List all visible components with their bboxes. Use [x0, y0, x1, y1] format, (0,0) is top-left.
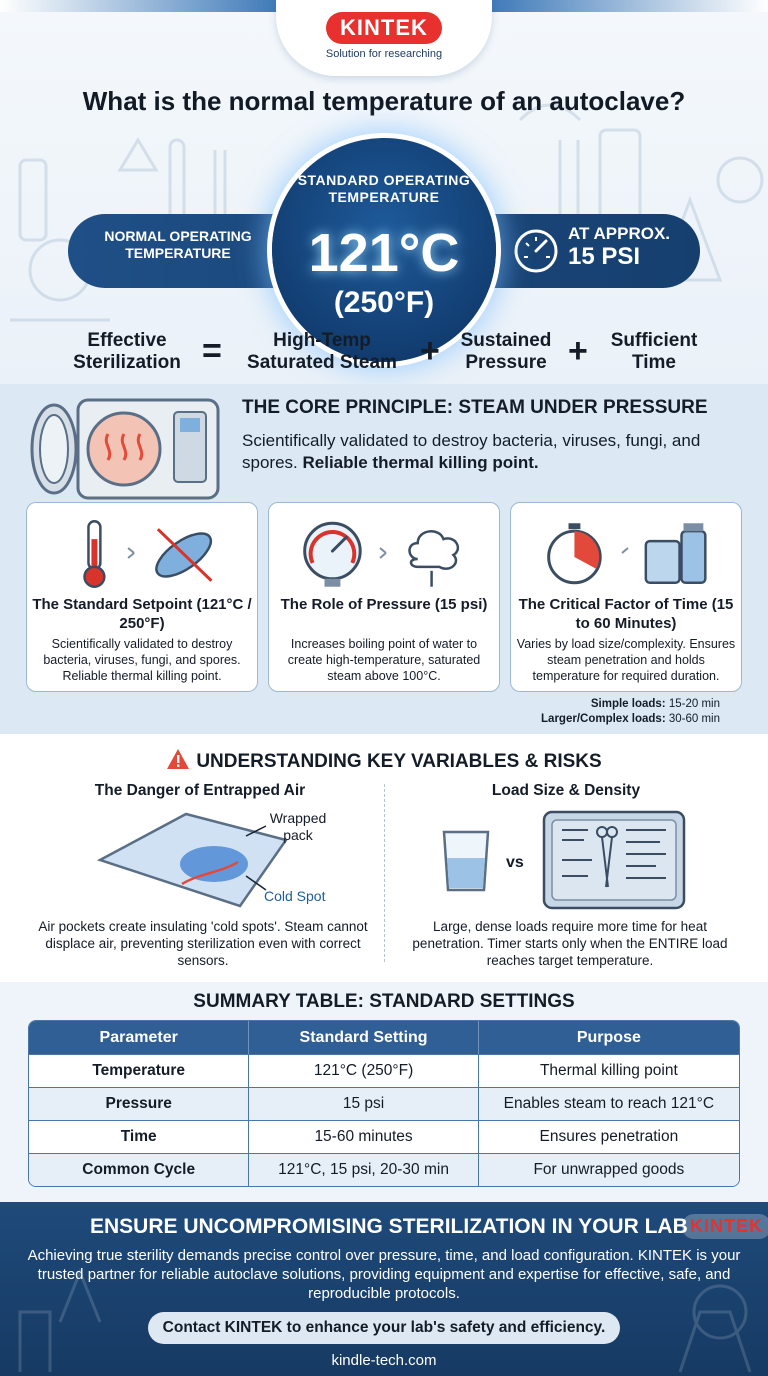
page-title: What is the normal temperature of an autoclave?: [82, 86, 686, 116]
table-cell: Pressure: [105, 1095, 172, 1112]
table-cell: Ensures penetration: [478, 1121, 739, 1153]
card-role-of-pressure: [268, 502, 500, 692]
core-body-bold: Reliable thermal killing point.: [302, 453, 539, 472]
table-header-cell: Parameter: [99, 1028, 178, 1046]
logo-tagline: Solution for researching: [325, 48, 443, 60]
table-header-row: [29, 1021, 739, 1054]
standard-temp-celsius: 121°C: [308, 223, 460, 283]
standard-temp-fahrenheit: (250°F): [333, 286, 435, 319]
pressure-readout: [568, 224, 670, 271]
entrapped-air-body: Air pockets create insulating 'cold spots'. Steam cannot displace air, preventing sterilization even with correct sensors.: [38, 919, 368, 968]
table-cell: Temperature: [92, 1062, 186, 1079]
load-complex: Larger/Complex loads: 30-60 min: [541, 713, 720, 725]
standard-temp-label: STANDARD OPERATING TEMPERATURE: [297, 172, 471, 205]
logo-header: [276, 0, 492, 76]
card-setpoint-title: The Standard Setpoint (121°C / 250°F): [32, 596, 252, 632]
contact-kintek-button[interactable]: Contact KINTEK to enhance your lab's safety and efficiency.: [148, 1312, 620, 1344]
table-cell: 121°C, 15 psi, 20-30 min: [248, 1154, 477, 1186]
warning-icon: [166, 748, 190, 770]
core-principle-body: [242, 430, 712, 474]
pressure-gauge-icon: [512, 227, 560, 275]
card-time-body: Varies by load size/complexity. Ensures steam penetration and holds temperature for required duration.: [516, 637, 736, 683]
card-setpoint-body: Scientifically validated to destroy bacteria, viruses, fungi, and spores. Reliable thermal killing point.: [43, 637, 241, 683]
top-accent-right: [468, 0, 768, 12]
hero-section: [0, 0, 768, 390]
load-size-body: Large, dense loads require more time for heat penetration. Timer starts only when the ENTIRE load reaches target temperature.: [412, 919, 728, 968]
risks-section: [0, 734, 768, 982]
sterilization-equation: [0, 330, 768, 380]
eq-term-steam: High-Temp Saturated Steam: [247, 330, 397, 373]
website-link[interactable]: kindle-tech.com: [331, 1352, 437, 1369]
normal-temp-label: NORMAL OPERATING TEMPERATURE: [104, 228, 252, 261]
settings-table: [28, 1020, 740, 1187]
approx-label: AT APPROX.: [568, 224, 671, 243]
table-header-cell: Purpose: [478, 1021, 739, 1054]
eq-plus-sign-1: +: [420, 332, 440, 370]
kintek-logo[interactable]: KINTEK: [326, 12, 442, 44]
load-durations: [541, 697, 720, 727]
thermometer-bacteria-icon: [27, 515, 257, 591]
top-accent-left: [0, 0, 300, 12]
cold-spot-label: Cold Spot: [264, 888, 326, 904]
core-principle-title: THE CORE PRINCIPLE: STEAM UNDER PRESSURE: [242, 397, 708, 418]
card-critical-time: [510, 502, 742, 692]
standard-temp-circle: [272, 138, 496, 362]
table-cell: Enables steam to reach 121°C: [478, 1088, 739, 1120]
table-row: [29, 1054, 739, 1087]
table-row: [29, 1120, 739, 1153]
eq-term-time: Sufficient Time: [610, 330, 698, 373]
column-divider: [384, 784, 385, 962]
table-cell: For unwrapped goods: [478, 1154, 739, 1186]
instrument-tray-icon: [542, 810, 686, 910]
load-simple: Simple loads: 15-20 min: [590, 698, 720, 710]
eq-equals-sign: =: [202, 332, 222, 370]
table-cell: 15 psi: [248, 1088, 477, 1120]
card-time-title: The Critical Factor of Time (15 to 60 Minutes): [518, 596, 734, 632]
footer-body: Achieving true sterility demands precise control over pressure, time, and load configuration. KINTEK is your trusted partner for reliable autoclave solutions, providing equipment and expertise for effective, safe, and reproducible protocols.: [27, 1247, 741, 1302]
psi-value: 15 PSI: [568, 243, 641, 270]
table-cell: Time: [120, 1128, 157, 1145]
wrapped-pack-label: Wrapped pack: [269, 810, 327, 843]
table-header-cell: Standard Setting: [248, 1021, 477, 1054]
summary-section: [0, 982, 768, 1202]
beaker-icon: [438, 828, 494, 894]
table-cell: 121°C (250°F): [248, 1055, 477, 1087]
eq-plus-sign-2: +: [568, 332, 588, 370]
vs-label: vs: [506, 854, 524, 871]
table-row: [29, 1087, 739, 1120]
load-size-title: Load Size & Density: [491, 782, 641, 799]
summary-title: SUMMARY TABLE: STANDARD SETTINGS: [193, 991, 575, 1012]
gauge-steam-icon: [269, 515, 499, 591]
eq-effective-sterilization: Effective Sterilization: [73, 330, 181, 373]
entrapped-air-title: The Danger of Entrapped Air: [94, 782, 306, 799]
eq-term-pressure: Sustained Pressure: [460, 330, 552, 373]
card-pressure-title: The Role of Pressure (15 psi): [280, 596, 488, 613]
table-cell: Common Cycle: [82, 1161, 196, 1178]
table-cell: 15-60 minutes: [248, 1121, 477, 1153]
core-principle-section: [0, 384, 768, 734]
cta-footer: [0, 1202, 768, 1376]
card-pressure-body: Increases boiling point of water to create high-temperature, saturated steam above 100°C.: [287, 637, 481, 683]
footer-title: ENSURE UNCOMPROMISING STERILIZATION IN YOUR LAB: [90, 1215, 688, 1238]
stopwatch-containers-icon: [511, 515, 741, 591]
card-standard-setpoint: [26, 502, 258, 692]
table-cell: Thermal killing point: [478, 1055, 739, 1087]
footer-kintek-logo[interactable]: KINTEK: [682, 1214, 768, 1239]
core-body-text: Scientifically validated to destroy bacteria, viruses, fungi, and spores.: [242, 431, 701, 472]
autoclave-icon: [24, 394, 224, 502]
table-row: [29, 1153, 739, 1186]
risks-title: UNDERSTANDING KEY VARIABLES & RISKS: [0, 748, 768, 773]
